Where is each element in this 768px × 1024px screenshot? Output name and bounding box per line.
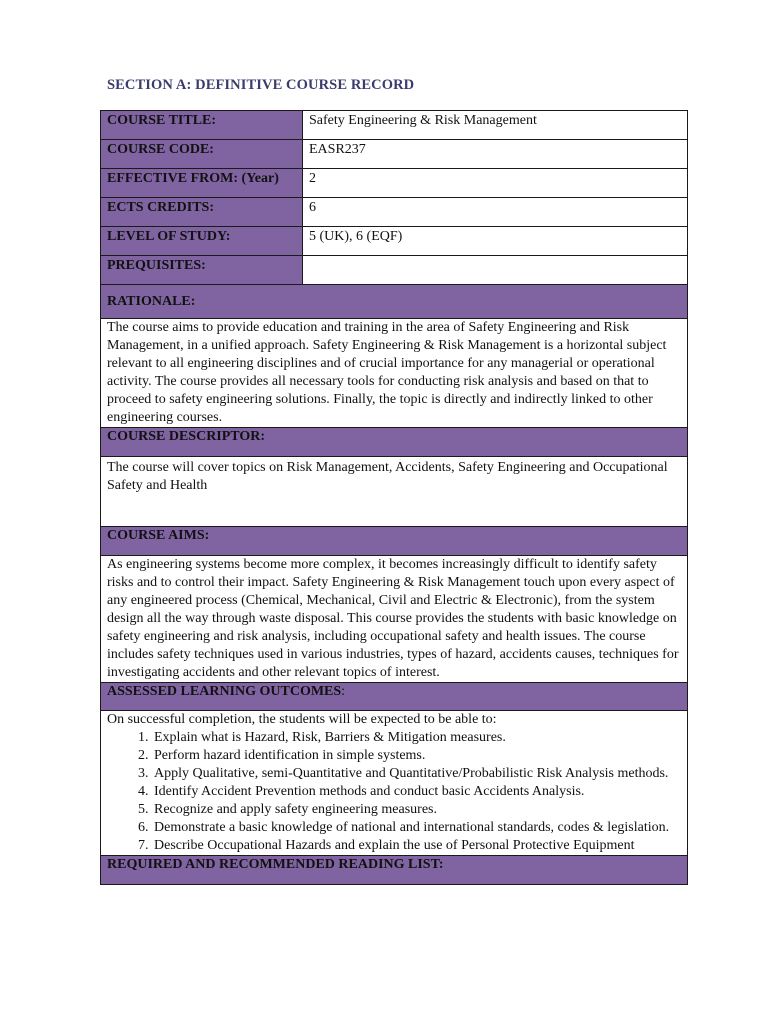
field-label: ECTS CREDITS: [101,198,303,227]
outcome-item: 5. Recognize and apply safety engineering measures. [152,801,681,819]
reading-header-row [101,856,688,885]
rationale-heading: RATIONALE: [101,285,688,319]
aims-text: As engineering systems become more complex, it becomes increasingly difficult to identify safety risks and to control their impact. Safety Engineering & Risk Management touch upon every aspect of any engineered process (Chemical, Mechanical, Civil and Electric & Electronic), from the system design all the way through waste disposal. This course provides the students with basic knowledge on safety engineering and risk analysis, including occupational safety and health issues. The course includes safety techniques used in various industries, types of hazard, accidents causes, techniques for investigating accidents and other relevant topics of interest. [101,556,688,683]
field-value: EASR237 [303,140,688,169]
field-row-prequisites [101,256,688,285]
outcome-item: 4. Identify Accident Prevention methods and conduct basic Accidents Analysis. [152,783,681,801]
aims-heading: COURSE AIMS: [101,527,688,556]
course-record-table [100,110,688,885]
field-row-course-title [101,111,688,140]
field-row-effective-from [101,169,688,198]
descriptor-body-row [101,457,688,527]
rationale-body-row [101,319,688,428]
outcomes-intro: On successful completion, the students will be expected to be able to: [107,712,497,727]
outcomes-heading-cell [101,683,688,711]
outcome-item: 7. Describe Occupational Hazards and explain the use of Personal Protective Equipment [152,837,681,855]
descriptor-header-row [101,428,688,457]
field-label: COURSE CODE: [101,140,303,169]
rationale-header-row [101,285,688,319]
outcomes-body [101,711,688,856]
descriptor-heading: COURSE DESCRIPTOR: [101,428,688,457]
aims-body-row [101,556,688,683]
outcome-item: 3. Apply Qualitative, semi-Quantitative and Quantitative/Probabilistic Risk Analysis methods. [152,765,681,783]
field-value: Safety Engineering & Risk Management [303,111,688,140]
field-value: 6 [303,198,688,227]
aims-header-row [101,527,688,556]
outcome-item: 1. Explain what is Hazard, Risk, Barriers & Mitigation measures. [152,729,681,747]
field-value: 2 [303,169,688,198]
field-label: EFFECTIVE FROM: (Year) [101,169,303,198]
reading-heading: REQUIRED AND RECOMMENDED READING LIST: [101,856,688,885]
section-title: SECTION A: DEFINITIVE COURSE RECORD [107,77,415,93]
rationale-text: The course aims to provide education and training in the area of Safety Engineering and Risk Management, in a unified approach. Safety Engineering & Risk Management is a horizontal subject relevant to all engineering disciplines and of crucial importance for any managerial or operational activity. The course provides all necessary tools for conducting risk analysis and based on that to proceed to safety engineering solutions. Finally, the topic is directly and indirectly linked to other engineering courses. [101,319,688,428]
field-label: LEVEL OF STUDY: [101,227,303,256]
field-row-level-of-study [101,227,688,256]
outcomes-list [107,729,681,855]
outcomes-body-row [101,711,688,856]
descriptor-text: The course will cover topics on Risk Management, Accidents, Safety Engineering and Occupational Safety and Health [101,457,688,527]
field-row-course-code [101,140,688,169]
field-label: COURSE TITLE: [101,111,303,140]
outcome-item: 2. Perform hazard identification in simple systems. [152,747,681,765]
field-value: 5 (UK), 6 (EQF) [303,227,688,256]
field-value [303,256,688,285]
outcome-item: 6. Demonstrate a basic knowledge of national and international standards, codes & legislation. [152,819,681,837]
outcomes-heading-colon: : [341,684,346,699]
field-label: PREQUISITES: [101,256,303,285]
outcomes-heading: ASSESSED LEARNING OUTCOMES [107,684,342,699]
field-row-ects-credits [101,198,688,227]
outcomes-header-row [101,683,688,711]
